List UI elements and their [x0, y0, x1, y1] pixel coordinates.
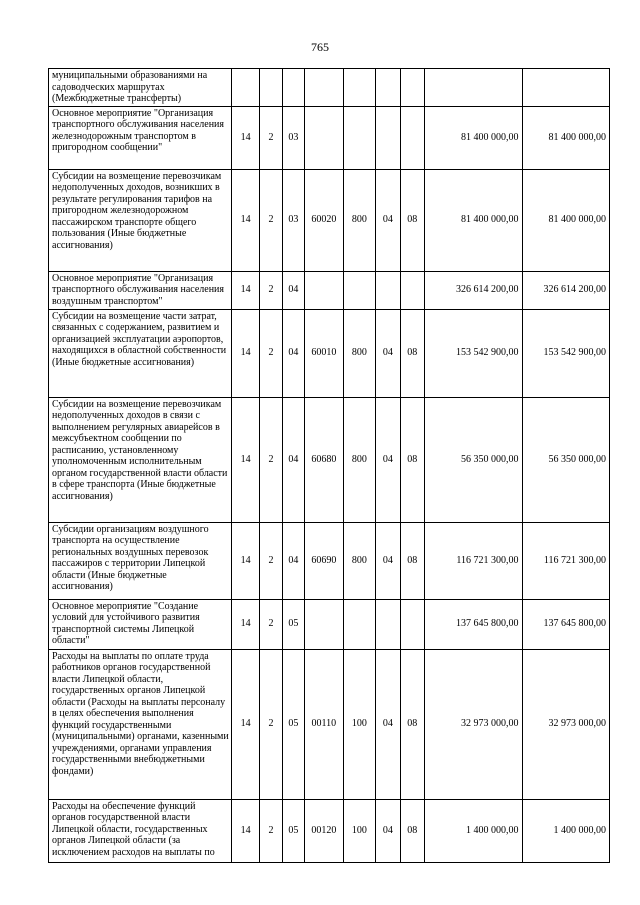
code-cell: 03 — [282, 106, 304, 169]
code-cell — [376, 69, 400, 107]
amount-cell: 326 614 200,00 — [522, 271, 609, 309]
code-cell — [343, 69, 376, 107]
code-cell: 14 — [231, 397, 259, 522]
code-cell: 14 — [231, 309, 259, 397]
table-row — [49, 522, 610, 599]
budget-table — [48, 68, 610, 863]
row-description: Расходы на выплаты по оплате труда работников органов государственной власти Липецкой области, государственных органов Липецкой области (Расходы на выплаты персоналу в целях обеспечения выполнения функций государственными (муниципальными) органами, казенными учреждениями, органами управления государственными внебюджетными фондами) — [49, 649, 232, 799]
code-cell: 04 — [376, 522, 400, 599]
code-cell: 2 — [260, 799, 282, 862]
code-cell: 14 — [231, 271, 259, 309]
row-description: Субсидии на возмещение части затрат, связанных с содержанием, развитием и организацией эксплуатации аэропортов, находящихся в областной собственности (Иные бюджетные ассигнования) — [49, 309, 232, 397]
code-cell: 14 — [231, 522, 259, 599]
code-cell: 04 — [282, 522, 304, 599]
code-cell: 04 — [376, 649, 400, 799]
table-row — [49, 799, 610, 862]
code-cell — [400, 69, 424, 107]
amount-cell: 81 400 000,00 — [522, 106, 609, 169]
code-cell: 800 — [343, 522, 376, 599]
row-description: Основное мероприятие "Организация транспортного обслуживания населения железнодорожным транспортом в пригородном сообщении" — [49, 106, 232, 169]
code-cell — [343, 599, 376, 649]
code-cell — [231, 69, 259, 107]
code-cell: 00120 — [305, 799, 344, 862]
table-row — [49, 271, 610, 309]
code-cell: 60010 — [305, 309, 344, 397]
code-cell: 2 — [260, 309, 282, 397]
amount-cell: 56 350 000,00 — [424, 397, 522, 522]
code-cell: 14 — [231, 106, 259, 169]
code-cell — [260, 69, 282, 107]
code-cell: 14 — [231, 599, 259, 649]
code-cell: 03 — [282, 169, 304, 271]
code-cell — [305, 106, 344, 169]
code-cell: 2 — [260, 599, 282, 649]
amount-cell: 81 400 000,00 — [424, 106, 522, 169]
amount-cell: 137 645 800,00 — [424, 599, 522, 649]
code-cell: 100 — [343, 799, 376, 862]
code-cell: 800 — [343, 397, 376, 522]
code-cell: 08 — [400, 522, 424, 599]
code-cell: 05 — [282, 599, 304, 649]
code-cell — [305, 599, 344, 649]
amount-cell: 153 542 900,00 — [424, 309, 522, 397]
code-cell — [282, 69, 304, 107]
amount-cell: 137 645 800,00 — [522, 599, 609, 649]
code-cell: 60680 — [305, 397, 344, 522]
amount-cell: 81 400 000,00 — [424, 169, 522, 271]
code-cell: 05 — [282, 799, 304, 862]
code-cell: 04 — [376, 397, 400, 522]
code-cell — [400, 599, 424, 649]
code-cell — [343, 106, 376, 169]
table-row — [49, 106, 610, 169]
row-description: Субсидии на возмещение перевозчикам недополученных доходов в связи с выполнением регулярных авиарейсов в межсубъектном сообщении по расписанию, установленному уполномоченным исполнительным органом государственной власти области в сфере транспорта (Иные бюджетные ассигнования) — [49, 397, 232, 522]
code-cell: 14 — [231, 649, 259, 799]
code-cell — [343, 271, 376, 309]
amount-cell: 153 542 900,00 — [522, 309, 609, 397]
code-cell: 08 — [400, 799, 424, 862]
code-cell: 08 — [400, 169, 424, 271]
code-cell: 04 — [376, 799, 400, 862]
amount-cell — [522, 69, 609, 107]
row-description: Расходы на обеспечение функций органов государственной власти Липецкой области, государственных органов Липецкой области (за исключением расходов на выплаты по — [49, 799, 232, 862]
code-cell — [376, 599, 400, 649]
code-cell: 04 — [376, 169, 400, 271]
code-cell: 2 — [260, 106, 282, 169]
code-cell: 14 — [231, 169, 259, 271]
code-cell: 800 — [343, 309, 376, 397]
code-cell: 2 — [260, 649, 282, 799]
table-row — [49, 169, 610, 271]
code-cell: 04 — [376, 309, 400, 397]
code-cell: 14 — [231, 799, 259, 862]
code-cell — [376, 106, 400, 169]
code-cell — [376, 271, 400, 309]
code-cell: 100 — [343, 649, 376, 799]
row-description: Субсидии организациям воздушного транспорта на осуществление региональных воздушных перевозок пассажиров с территории Липецкой области (Иные бюджетные ассигнования) — [49, 522, 232, 599]
amount-cell: 1 400 000,00 — [522, 799, 609, 862]
amount-cell: 32 973 000,00 — [424, 649, 522, 799]
row-description: муниципальными образованиями на садоводческих маршрутах (Межбюджетные трансферты) — [49, 69, 232, 107]
code-cell: 04 — [282, 309, 304, 397]
table-row — [49, 397, 610, 522]
row-description: Субсидии на возмещение перевозчикам недополученных доходов, возникших в результате регулирования тарифов на пригородном железнодорожном пассажирском транспорте общего пользования (Иные бюджетные ассигнования) — [49, 169, 232, 271]
table-row — [49, 599, 610, 649]
amount-cell — [424, 69, 522, 107]
code-cell — [400, 106, 424, 169]
code-cell: 00110 — [305, 649, 344, 799]
amount-cell: 116 721 300,00 — [522, 522, 609, 599]
code-cell — [305, 271, 344, 309]
amount-cell: 326 614 200,00 — [424, 271, 522, 309]
code-cell: 2 — [260, 271, 282, 309]
amount-cell: 32 973 000,00 — [522, 649, 609, 799]
amount-cell: 81 400 000,00 — [522, 169, 609, 271]
row-description: Основное мероприятие "Организация транспортного обслуживания населения воздушным транспортом" — [49, 271, 232, 309]
row-description: Основное мероприятие "Создание условий для устойчивого развития транспортной системы Липецкой области" — [49, 599, 232, 649]
code-cell — [305, 69, 344, 107]
amount-cell: 56 350 000,00 — [522, 397, 609, 522]
code-cell: 04 — [282, 397, 304, 522]
code-cell: 04 — [282, 271, 304, 309]
page-number: 765 — [311, 40, 329, 54]
code-cell: 60690 — [305, 522, 344, 599]
code-cell: 2 — [260, 522, 282, 599]
table-row — [49, 649, 610, 799]
amount-cell: 116 721 300,00 — [424, 522, 522, 599]
amount-cell: 1 400 000,00 — [424, 799, 522, 862]
code-cell: 05 — [282, 649, 304, 799]
code-cell: 08 — [400, 309, 424, 397]
code-cell: 08 — [400, 649, 424, 799]
code-cell: 800 — [343, 169, 376, 271]
table-row — [49, 69, 610, 107]
table-row — [49, 309, 610, 397]
code-cell: 2 — [260, 397, 282, 522]
code-cell: 08 — [400, 397, 424, 522]
code-cell — [400, 271, 424, 309]
code-cell: 2 — [260, 169, 282, 271]
code-cell: 60020 — [305, 169, 344, 271]
